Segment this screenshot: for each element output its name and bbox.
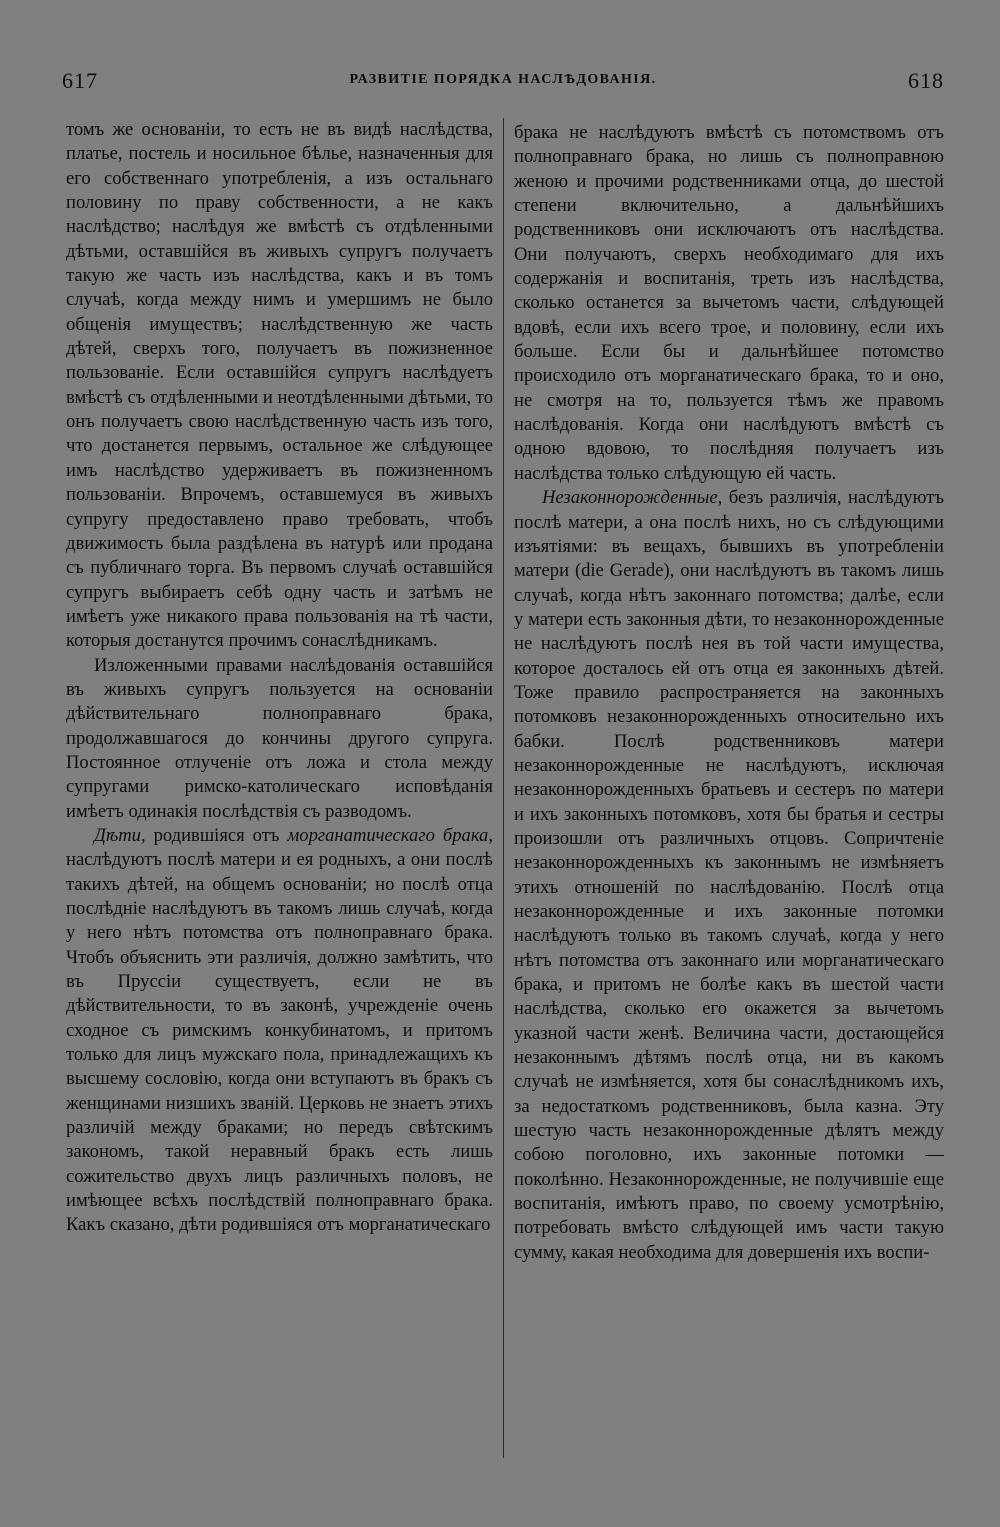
column-divider — [503, 118, 504, 1458]
page-header — [62, 68, 944, 102]
page-number-left: 617 — [62, 68, 98, 93]
paragraph-text: родившіяся отъ — [145, 824, 288, 846]
running-title: РАЗВИТІЕ ПОРЯДКА НАСЛѢДОВАНІЯ. — [349, 72, 657, 87]
paragraph: Изложенными правами наслѣдованія оставшійся въ живыхъ супругъ пользуется на основаніи дѣйствительнаго полноправнаго брака, продолжавшагося до кончины другого супруга. Постоянное отлученіе отъ ложа и стола между супругами римско-католическаго исповѣданія имѣетъ одинакія послѣдствія съ разводомъ. — [66, 654, 493, 822]
run-in-heading: Незаконнорожденные, — [542, 487, 723, 509]
run-in-heading: Дѣти, — [94, 824, 146, 846]
paragraph — [66, 824, 493, 1238]
paragraph: томъ же основаніи, то есть не въ видѣ наслѣдства, платье, постель и носильное бѣлье, назначенныя для его собственнаго употребленія, а изъ остальнаго половину по праву собственности, а не какъ наслѣдство; наслѣдуя же вмѣстѣ съ отдѣленными дѣтьми, оставшійся въ живыхъ супругъ получаетъ такую же часть изъ наслѣдства, какъ и въ томъ случаѣ, когда между нимъ и умершимъ не было общенія имуществъ; наслѣдственную же часть дѣтей, сверхъ того, получаетъ въ пожизненное пользованіе. Если оставшійся супругъ наслѣдуетъ вмѣстѣ съ отдѣленными и неотдѣленными дѣтьми, то онъ получаетъ свою наслѣдственную часть изъ того, что достанется первымъ, остальное же слѣдующее имъ наслѣдство удерживаетъ въ пожизненномъ пользованіи. Впрочемъ, оставшемуся въ живыхъ супругу предоставлено право требовать, чтобъ движимость была раздѣлена въ натурѣ или продана съ публичнаго торга. Въ первомъ случаѣ оставшійся супругъ выбираетъ себѣ одну часть и затѣмъ не имѣетъ уже никакого права пользованія на тѣ части, которыя достанутся прочимъ сонаслѣдникамъ. — [66, 119, 493, 652]
right-column — [514, 121, 944, 1265]
page-number-right: 618 — [908, 68, 944, 93]
emphasis-text: морганатическаго брака, — [287, 824, 493, 846]
paragraph: брака не наслѣдуютъ вмѣстѣ съ потомствомъ отъ полноправнаго брака, но лишь съ полноправною женою и прочими родственниками отца, до шестой степени включительно, а дальнѣйшихъ родственниковъ они исключаютъ отъ наслѣдства. Они получаютъ, сверхъ необходимаго для ихъ содержанія и воспитанія, треть изъ наслѣдства, сколько останется за вычетомъ части, слѣдующей вдовѣ, если ихъ всего трое, и половину, если ихъ больше. Если бы и дальнѣйшее потомство происходило отъ морганатическаго брака, то и оно, не смотря на то, пользуется тѣмъ же правомъ наслѣдованія. Когда они наслѣдуютъ вмѣстѣ съ одною вдовою, то послѣдняя получаетъ изъ наслѣдства только слѣдующую ей часть. — [514, 122, 944, 484]
paragraph-text: безъ различія, наслѣдуютъ послѣ матери, а она послѣ нихъ, но съ слѣдующими изъятіями: въ вещахъ, бывшихъ въ употребленіи матери (die Gerade), они наслѣдуютъ въ такомъ лишь случаѣ, когда нѣтъ законнаго потомства; далѣе, если у матери есть законныя дѣти, то незаконнорожденные не наслѣдуютъ послѣ нея въ той части имущества, которое досталось ей отъ отца ея законныхъ дѣтей. Тоже правило распространяется на законныхъ потомковъ незаконнорожденныхъ относительно ихъ бабки. Послѣ родственниковъ матери незаконнорожденные не наслѣдуютъ, исключая незаконнорожденныхъ братьевъ и сестеръ по матери и ихъ законныхъ потомковъ, хотя бы братья и сестры произошли отъ различныхъ отцовъ. Сопричтеніе незаконнорожденныхъ къ законнымъ не измѣняетъ этихъ отношеній по наслѣдованію. Послѣ отца незаконнорожденные и ихъ законные потомки наслѣдуютъ только въ такомъ случаѣ, когда у него нѣтъ потомства отъ законнаго или морганатическаго брака, и притомъ не болѣе какъ въ шестой части наслѣдства, сколько его окажется за вычетомъ указной части женѣ. Величина части, достающейся незаконнымъ дѣтямъ послѣ отца, ни въ какомъ случаѣ не измѣняется, хотя бы сонаслѣдникомъ ихъ, за недостаткомъ родственниковъ, была казна. Эту шестую часть незаконнорожденные дѣлятъ между собою поголовно, ихъ законные потомки — поколѣнно. Незаконнорожденные, не получившіе еще воспитанія, имѣютъ право, по своему усмотрѣнію, потребовать вмѣсто слѣдующей имъ части такую сумму, какая необходима для довершенія ихъ воспи- — [514, 487, 944, 1263]
paragraph — [514, 486, 944, 1265]
paragraph-text: наслѣдуютъ послѣ матери и ея родныхъ, а они послѣ такихъ дѣтей, на общемъ основаніи; но послѣ отца послѣдніе наслѣдуютъ въ такомъ лишь случаѣ, когда у него нѣтъ потомства отъ полноправнаго брака. Чтобъ объяснить эти различія, должно замѣтить, что въ Пруссіи существуетъ, если не въ дѣйствительности, то въ законѣ, учрежденіе очень сходное съ римскимъ конкубинатомъ, и притомъ только для лицъ мужскаго пола, принадлежащихъ къ высшему сословію, когда они вступаютъ въ бракъ съ женщинами низшихъ званій. Церковь не знаетъ этихъ различій между браками; но передъ свѣтскимъ закономъ, такой неравный бракъ есть лишь сожительство двухъ лицъ различныхъ половъ, не имѣющее всѣхъ послѣдствій полноправнаго брака. Какъ сказано, дѣти родившіяся отъ морганатическаго — [66, 849, 493, 1236]
left-column — [66, 118, 493, 1238]
